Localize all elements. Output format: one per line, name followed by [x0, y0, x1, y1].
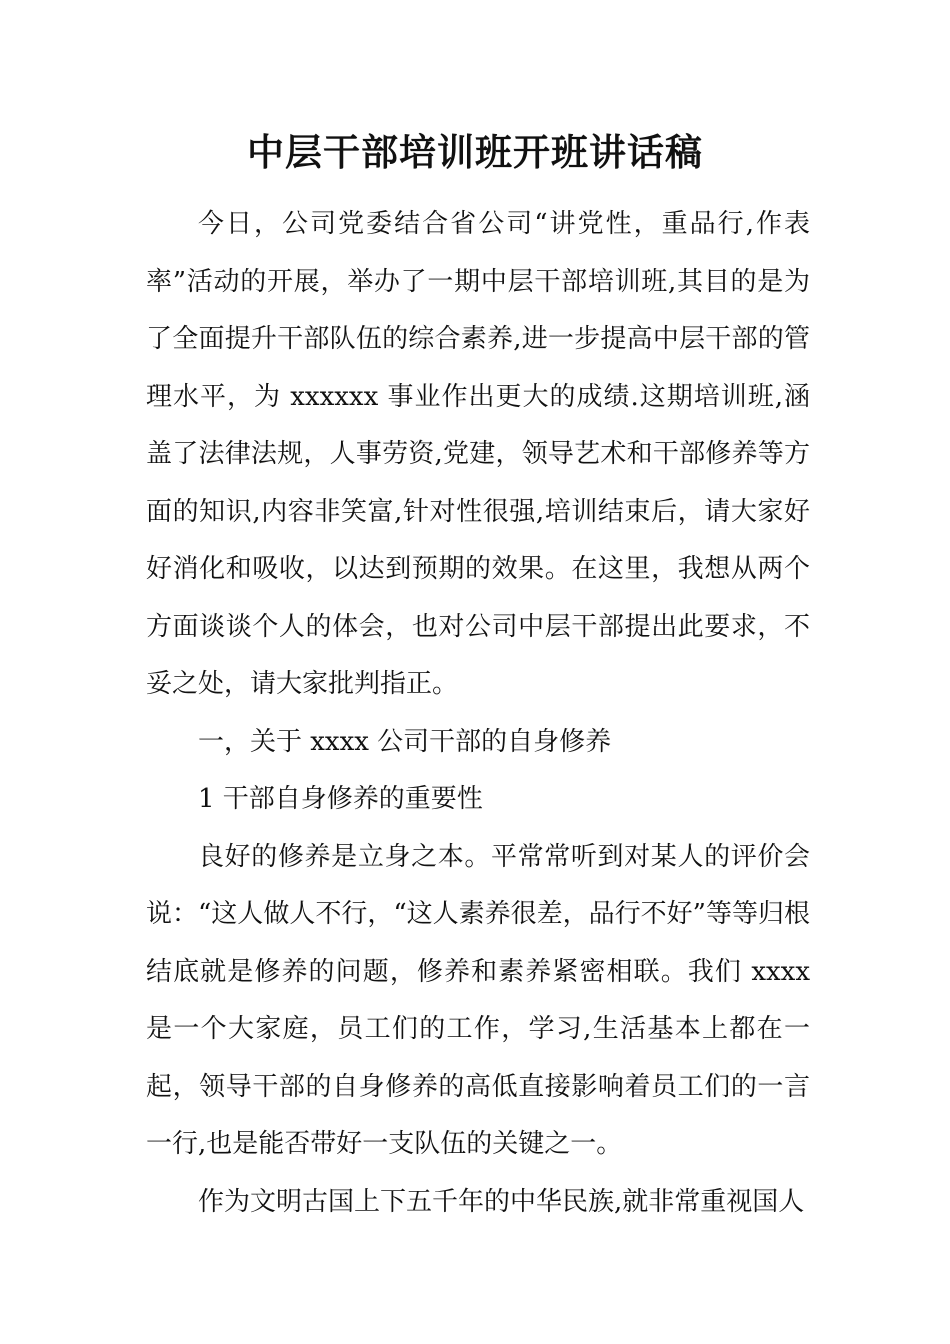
paragraph-intro: 今日，公司党委结合省公司“讲党性，重品行,作表率”活动的开展，举办了一期中层干部培训班,其目的是为了全面提升干部队伍的综合素养,进一步提高中层干部的管理水平，为 xxxxxx 事业作出更大的成绩.这期培训班,涵盖了法律法规，人事劳资,党建，领导艺术和干部修养等方面的知识,内容非笑富,针对性很强,培训结束后，请大家好好消化和吸收，以达到预期的效果。在这里，我想从两个方面谈谈个人的体会，也对公司中层干部提出此要求，不妥之处，请大家批判指正。	[146, 209, 810, 699]
paragraph-civilization: 作为文明古国上下五千年的中华民族,就非常重视国人	[198, 1186, 805, 1217]
paragraph-self-cultivation: 良好的修养是立身之本。平常常听到对某人的评价会说：“这人做人不行，“这人素养很差，品行不好”等等归根结底就是修养的问题，修养和素养紧密相联。我们 xxxx 是一个大家庭，员工们的工作，学习,生活基本上都在一起，领导干部的自身修养的高低直接影响着员工们的一言一行,也是能否带好一支队伍的关键之一。	[146, 841, 810, 1159]
document-body	[146, 196, 810, 1231]
document-title: 中层干部培训班开班讲话稿	[247, 130, 703, 174]
subsection-heading: 1 干部自身修养的重要性	[198, 784, 483, 814]
section-heading: 一，关于 xxxx 公司干部的自身修养	[198, 726, 612, 757]
